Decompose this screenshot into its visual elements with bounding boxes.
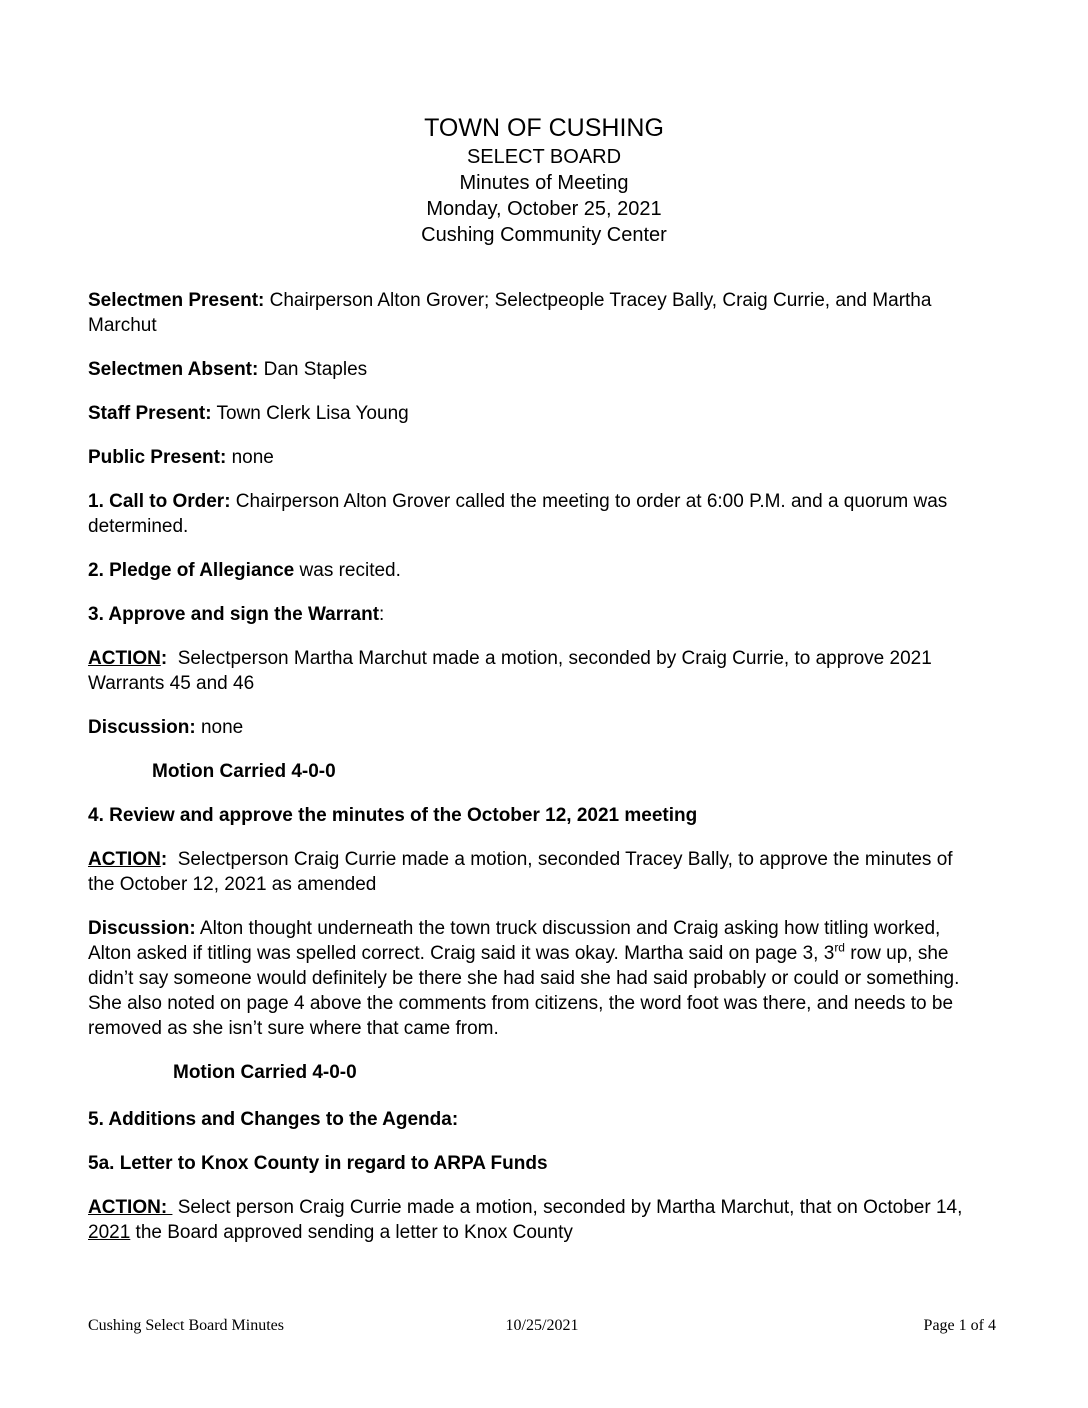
public-present <box>88 445 988 470</box>
text-run: the Board approved sending a letter to Knox County <box>130 1222 573 1243</box>
text-run: Discussion: <box>88 918 196 939</box>
text-line <box>88 1107 988 1132</box>
text-run: Selectmen Absent: <box>88 359 259 380</box>
text-line <box>152 759 988 784</box>
text-line <box>88 1016 988 1041</box>
item-2-pledge-of-allegiance <box>88 558 988 583</box>
item-4-review-minutes <box>88 803 988 828</box>
motion-carried-minutes <box>173 1060 988 1085</box>
text-run: 5. Additions and Changes to the Agenda: <box>88 1109 459 1130</box>
text-run: : <box>160 849 168 870</box>
selectmen-present <box>88 288 988 338</box>
text-run: Motion Carried 4-0-0 <box>152 761 336 782</box>
text-line <box>88 1220 988 1245</box>
text-line <box>88 288 988 313</box>
text-run: ACTION: <box>88 1197 173 1218</box>
text-line <box>88 602 988 627</box>
text-run: ACTION <box>88 648 161 669</box>
text-run: Chairperson Alton Grover; Selectpeople Tracey Bally, Craig Currie, and Martha <box>264 290 932 311</box>
text-line <box>88 671 988 696</box>
text-run: removed as she isn’t sure where that came from. <box>88 1018 499 1039</box>
text-run: Dan Staples <box>258 359 368 380</box>
text-run: none <box>226 447 274 468</box>
footer-document-name: Cushing Select Board Minutes <box>88 1317 284 1334</box>
text-line <box>88 803 988 828</box>
text-line <box>88 558 988 583</box>
text-line <box>88 966 988 991</box>
text-run: Motion Carried 4-0-0 <box>173 1062 357 1083</box>
text-run: Alton asked if titling was spelled correct. Craig said it was okay. Martha said on page 3, 3 <box>88 943 835 964</box>
text-line <box>88 313 988 338</box>
text-run: Discussion: <box>88 717 196 738</box>
text-run: Marchut <box>88 315 157 336</box>
text-line <box>88 1195 988 1220</box>
text-run: the October 12, 2021 as amended <box>88 874 377 895</box>
text-line <box>88 445 988 470</box>
text-line <box>88 401 988 426</box>
text-run: none <box>195 717 244 738</box>
text-line <box>88 514 988 539</box>
footer-page-number: Page 1 of 4 <box>923 1317 996 1334</box>
text-run: was recited. <box>294 560 401 581</box>
action-warrant <box>88 646 988 696</box>
action-minutes <box>88 847 988 897</box>
text-run: Public Present: <box>88 447 227 468</box>
text-run: She also noted on page 4 above the comments from citizens, the word foot was there, and needs to be <box>88 993 954 1014</box>
document-title: TOWN OF CUSHING <box>424 114 664 142</box>
text-run: : <box>160 648 168 669</box>
text-line <box>88 847 988 872</box>
item-3-approve-warrant <box>88 602 988 627</box>
document-body <box>0 288 1088 1245</box>
document-header <box>0 0 1088 248</box>
document-footer <box>88 1316 996 1336</box>
text-run: Selectperson Craig Currie made a motion, seconded Tracey Bally, to approve the minutes of <box>167 849 953 870</box>
selectmen-absent <box>88 357 988 382</box>
text-run: ACTION <box>88 849 161 870</box>
text-run: Alton thought underneath the town truck discussion and Craig asking how titling worked, <box>195 918 941 939</box>
text-run: Chairperson Alton Grover called the meeting to order at 6:00 P.M. and a quorum was <box>230 491 948 512</box>
footer-date: 10/25/2021 <box>505 1317 579 1334</box>
text-line <box>88 941 988 966</box>
text-run: didn’t say someone would definitely be there she had said she had said probably or could or something. <box>88 968 960 989</box>
text-run: determined. <box>88 516 189 537</box>
text-line <box>88 1151 988 1176</box>
document-subtitle-type: Minutes of Meeting <box>459 172 629 194</box>
text-run: rd <box>834 940 845 955</box>
discussion-warrant <box>88 715 988 740</box>
text-run: 2021 <box>88 1222 131 1243</box>
text-line <box>88 991 988 1016</box>
text-run: Warrants 45 and 46 <box>88 673 255 694</box>
text-run: 4. Review and approve the minutes of the October 12, 2021 meeting <box>88 805 698 826</box>
text-run: Town Clerk Lisa Young <box>211 403 409 424</box>
text-run: 2. Pledge of Allegiance <box>88 560 295 581</box>
text-run: row up, she <box>844 943 949 964</box>
text-run: 1. Call to Order: <box>88 491 231 512</box>
action-arpa-letter <box>88 1195 988 1245</box>
text-run: Selectperson Martha Marchut made a motion, seconded by Craig Currie, to approve 2021 <box>167 648 932 669</box>
text-line <box>173 1060 988 1085</box>
text-line <box>88 357 988 382</box>
staff-present <box>88 401 988 426</box>
discussion-minutes <box>88 916 988 1041</box>
text-line <box>88 646 988 671</box>
item-5a-arpa-letter <box>88 1151 988 1176</box>
text-run: 3. Approve and sign the Warrant <box>88 604 380 625</box>
text-run: 5a. Letter to Knox County in regard to ARPA Funds <box>88 1153 548 1174</box>
text-line <box>88 715 988 740</box>
document-subtitle-board: SELECT BOARD <box>466 146 622 168</box>
item-5-agenda-changes <box>88 1107 988 1132</box>
text-line <box>88 489 988 514</box>
text-run: Select person Craig Currie made a motion, seconded by Martha Marchut, that on October 14, <box>172 1197 963 1218</box>
text-line <box>88 872 988 897</box>
text-line <box>88 916 988 941</box>
item-1-call-to-order <box>88 489 988 539</box>
text-run: : <box>379 604 385 625</box>
text-run: Selectmen Present: <box>88 290 265 311</box>
motion-carried-warrant <box>152 759 988 784</box>
document-date: Monday, October 25, 2021 <box>426 198 662 220</box>
text-run: Staff Present: <box>88 403 212 424</box>
document-location: Cushing Community Center <box>421 224 667 246</box>
